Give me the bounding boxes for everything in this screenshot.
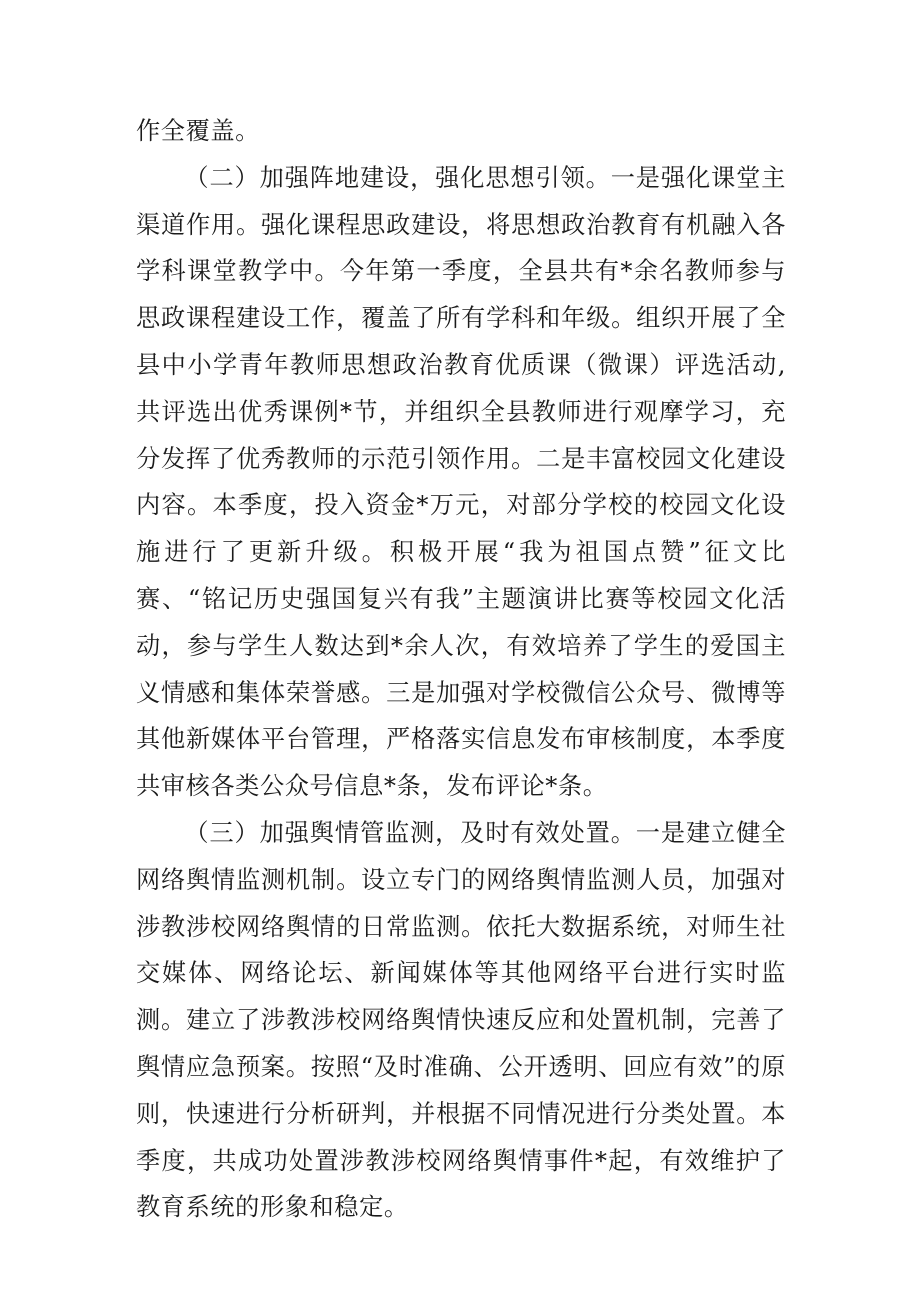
paragraph-continuation: 作全覆盖。 xyxy=(136,117,260,145)
document-page xyxy=(136,108,786,1231)
paragraph-section-three: （三）加强舆情管监测，及时有效处置。一是建立健全网络舆情监测机制。设立专门的网络舆情监测人员，加强对涉教涉校网络舆情的日常监测。依托大数据系统，对师生社交媒体、网络论坛、新闻媒体等其他网络平台进行实时监测。建立了涉教涉校网络舆情快速反应和处置机制，完善了舆情应急预案。按照“及时准确、公开透明、回应有效”的原则，快速进行分析研判，并根据不同情况进行分类处置。本季度，共成功处置涉教涉校网络舆情事件*起，有效维护了教育系统的形象和稳定。 xyxy=(136,818,786,1222)
paragraph-section-two: （二）加强阵地建设，强化思想引领。一是强化课堂主渠道作用。强化课程思政建设，将思想政治教育有机融入各学科课堂教学中。今年第一季度，全县共有*余名教师参与思政课程建设工作，覆盖了所有学科和年级。组织开展了全县中小学青年教师思想政治教育优质课（微课）评选活动,共评选出优秀课例*节，并组织全县教师进行观摩学习，充分发挥了优秀教师的示范引领作用。二是丰富校园文化建设内容。本季度，投入资金*万元，对部分学校的校园文化设施进行了更新升级。积极开展“我为祖国点赞”征文比赛、“铭记历史强国复兴有我”主题演讲比赛等校园文化活动，参与学生人数达到*余人次，有效培养了学生的爱国主义情感和集体荣誉感。三是加强对学校微信公众号、微博等其他新媒体平台管理，严格落实信息发布审核制度，本季度共审核各类公众号信息*条，发布评论*条。 xyxy=(136,163,786,801)
